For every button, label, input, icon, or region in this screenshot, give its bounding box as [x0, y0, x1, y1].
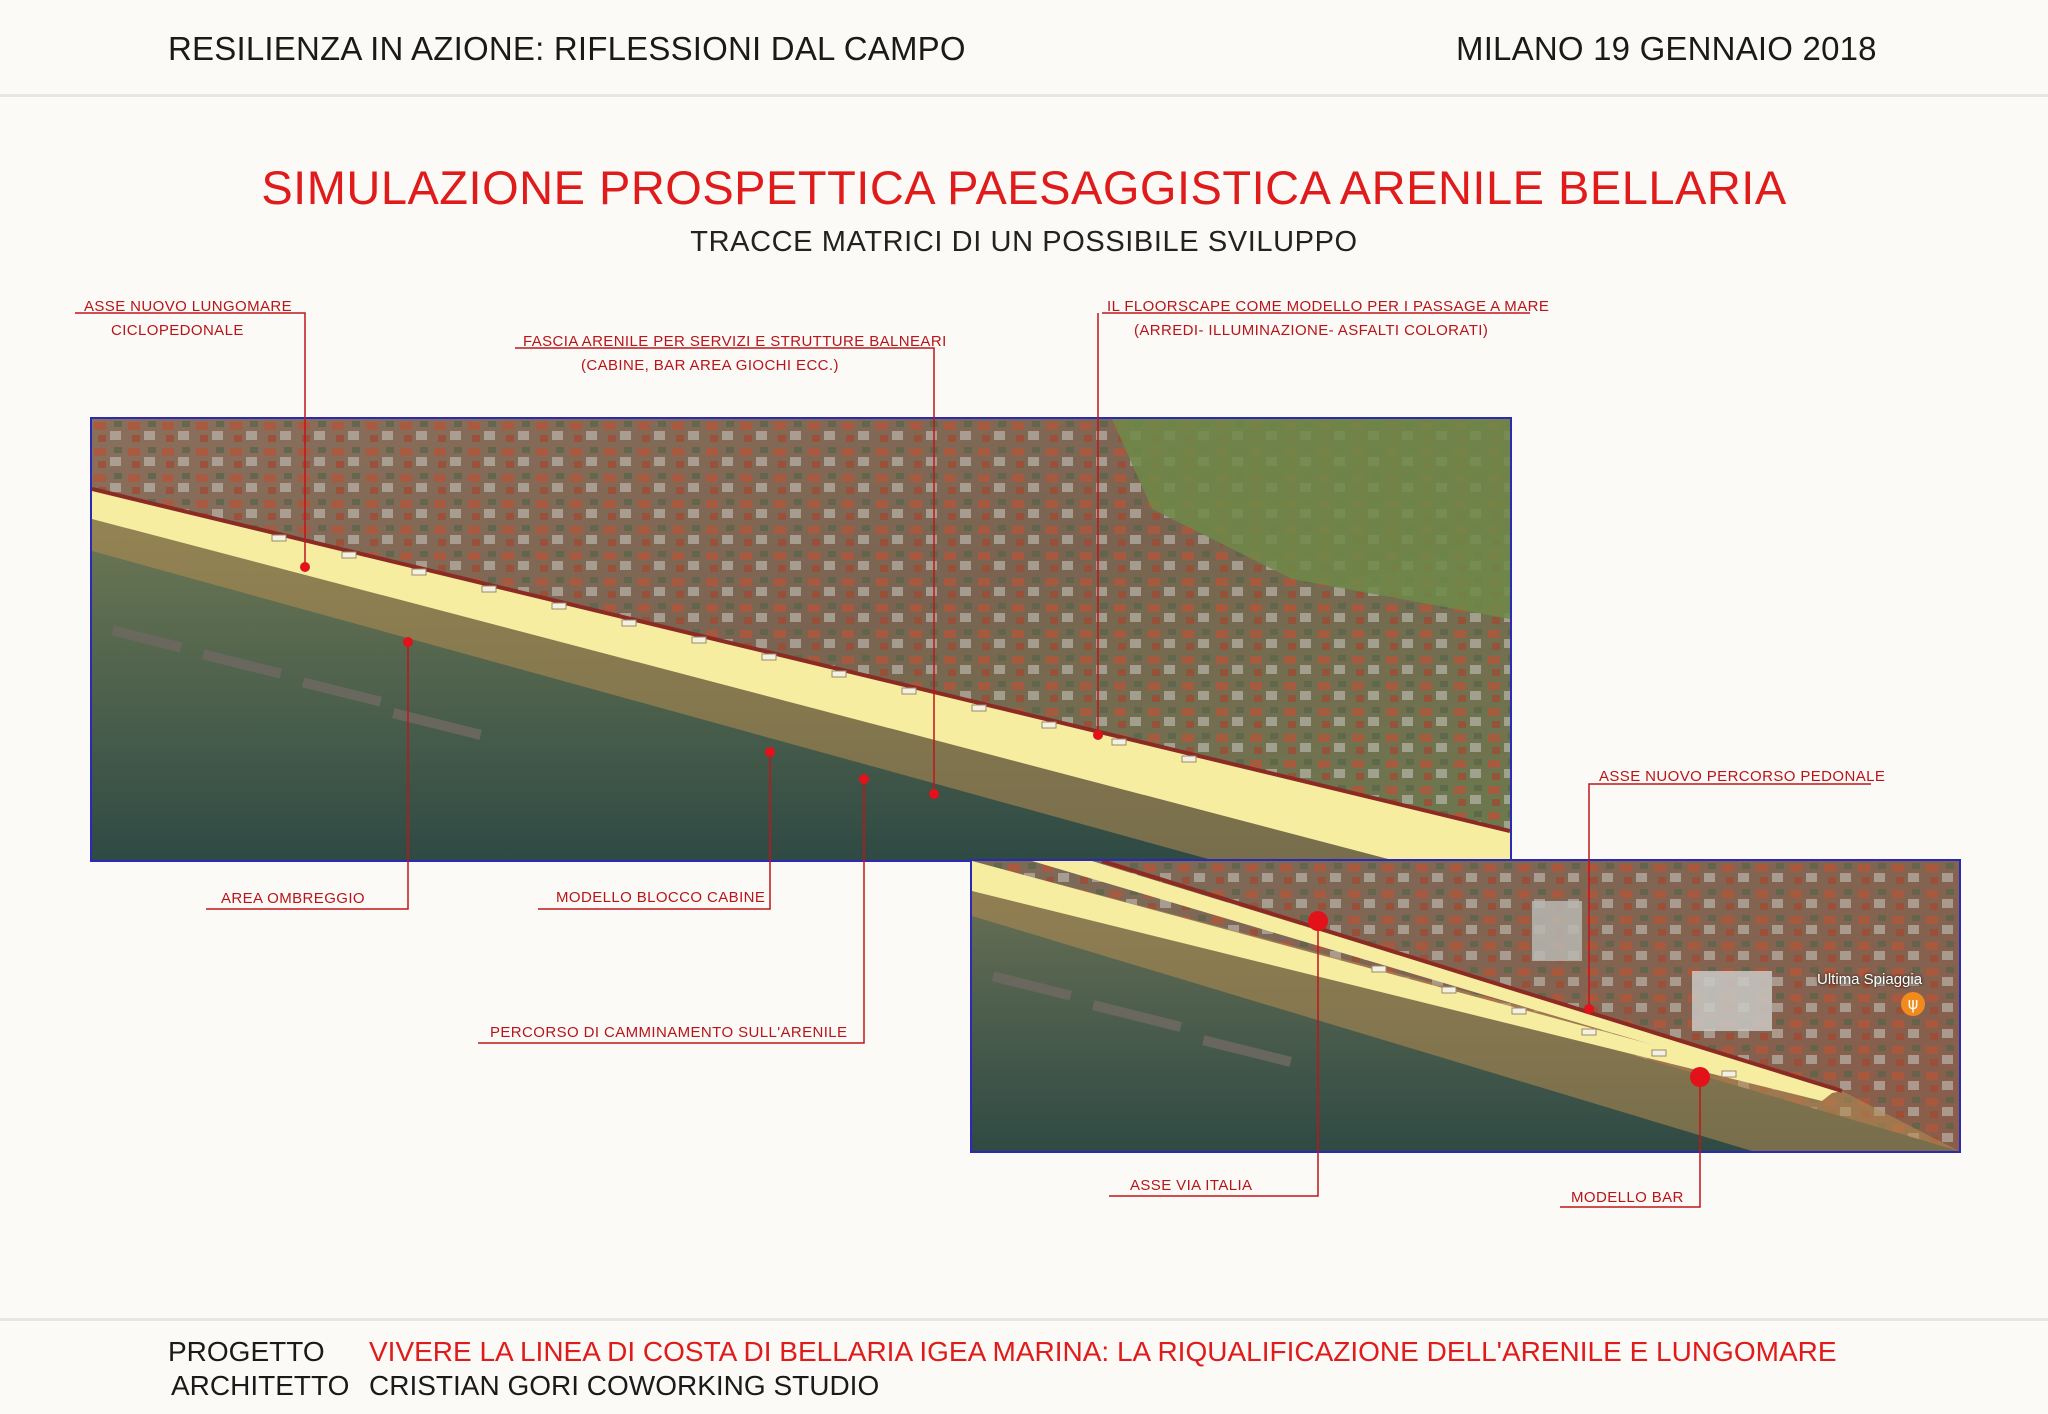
page-title: SIMULAZIONE PROSPETTICA PAESAGGISTICA ARENILE BELLARIA [261, 161, 1787, 214]
label-modello-bar: MODELLO BAR [1571, 1189, 1684, 1206]
label-fascia-details: (CABINE, BAR AREA GIOCHI ECC.) [581, 357, 839, 374]
aerial-view-panel-2 [970, 859, 1961, 1153]
footer-architetto-value: CRISTIAN GORI COWORKING STUDIO [369, 1370, 880, 1401]
label-asse-pedonale: ASSE NUOVO PERCORSO PEDONALE [1599, 768, 1886, 785]
footer-architetto-label: ARCHITETTO [171, 1370, 350, 1401]
footer-progetto-value: VIVERE LA LINEA DI COSTA DI BELLARIA IGEA MARINA: LA RIQUALIFICAZIONE DELL'ARENILE E LUNGOMARE [369, 1336, 1837, 1367]
footer-progetto-label: PROGETTO [168, 1336, 325, 1367]
label-floorscape-details: (ARREDI- ILLUMINAZIONE- ASFALTI COLORATI) [1134, 322, 1489, 339]
aerial-image-2 [972, 861, 1959, 1151]
label-floorscape: IL FLOORSCAPE COME MODELLO PER I PASSAGE A MARE [1107, 298, 1550, 315]
header-event-title: RESILIENZA IN AZIONE: RIFLESSIONI DAL CAMPO [168, 30, 966, 67]
aerial-view-panel-1 [90, 417, 1512, 862]
label-asse-lungomare: ASSE NUOVO LUNGOMARE [84, 298, 293, 315]
label-area-ombreggio: AREA OMBREGGIO [221, 890, 365, 907]
label-asse-via-italia: ASSE VIA ITALIA [1130, 1177, 1253, 1194]
label-ciclopedonale: CICLOPEDONALE [111, 322, 244, 339]
label-percorso: PERCORSO DI CAMMINAMENTO SULL'ARENILE [490, 1024, 848, 1041]
aerial-image-1 [92, 419, 1510, 860]
footer-divider [0, 1318, 2048, 1321]
label-fascia-arenile: FASCIA ARENILE PER SERVIZI E STRUTTURE BALNEARI [523, 333, 947, 350]
label-modello-cabine: MODELLO BLOCCO CABINE [556, 889, 766, 906]
map-place-label: Ultima Spiaggia [1817, 971, 1923, 988]
header-date: MILANO 19 GENNAIO 2018 [1456, 30, 1877, 67]
header-divider [0, 94, 2048, 97]
page-subtitle: TRACCE MATRICI DI UN POSSIBILE SVILUPPO [690, 226, 1358, 258]
restaurant-pin-icon: ψ [1901, 992, 1925, 1016]
